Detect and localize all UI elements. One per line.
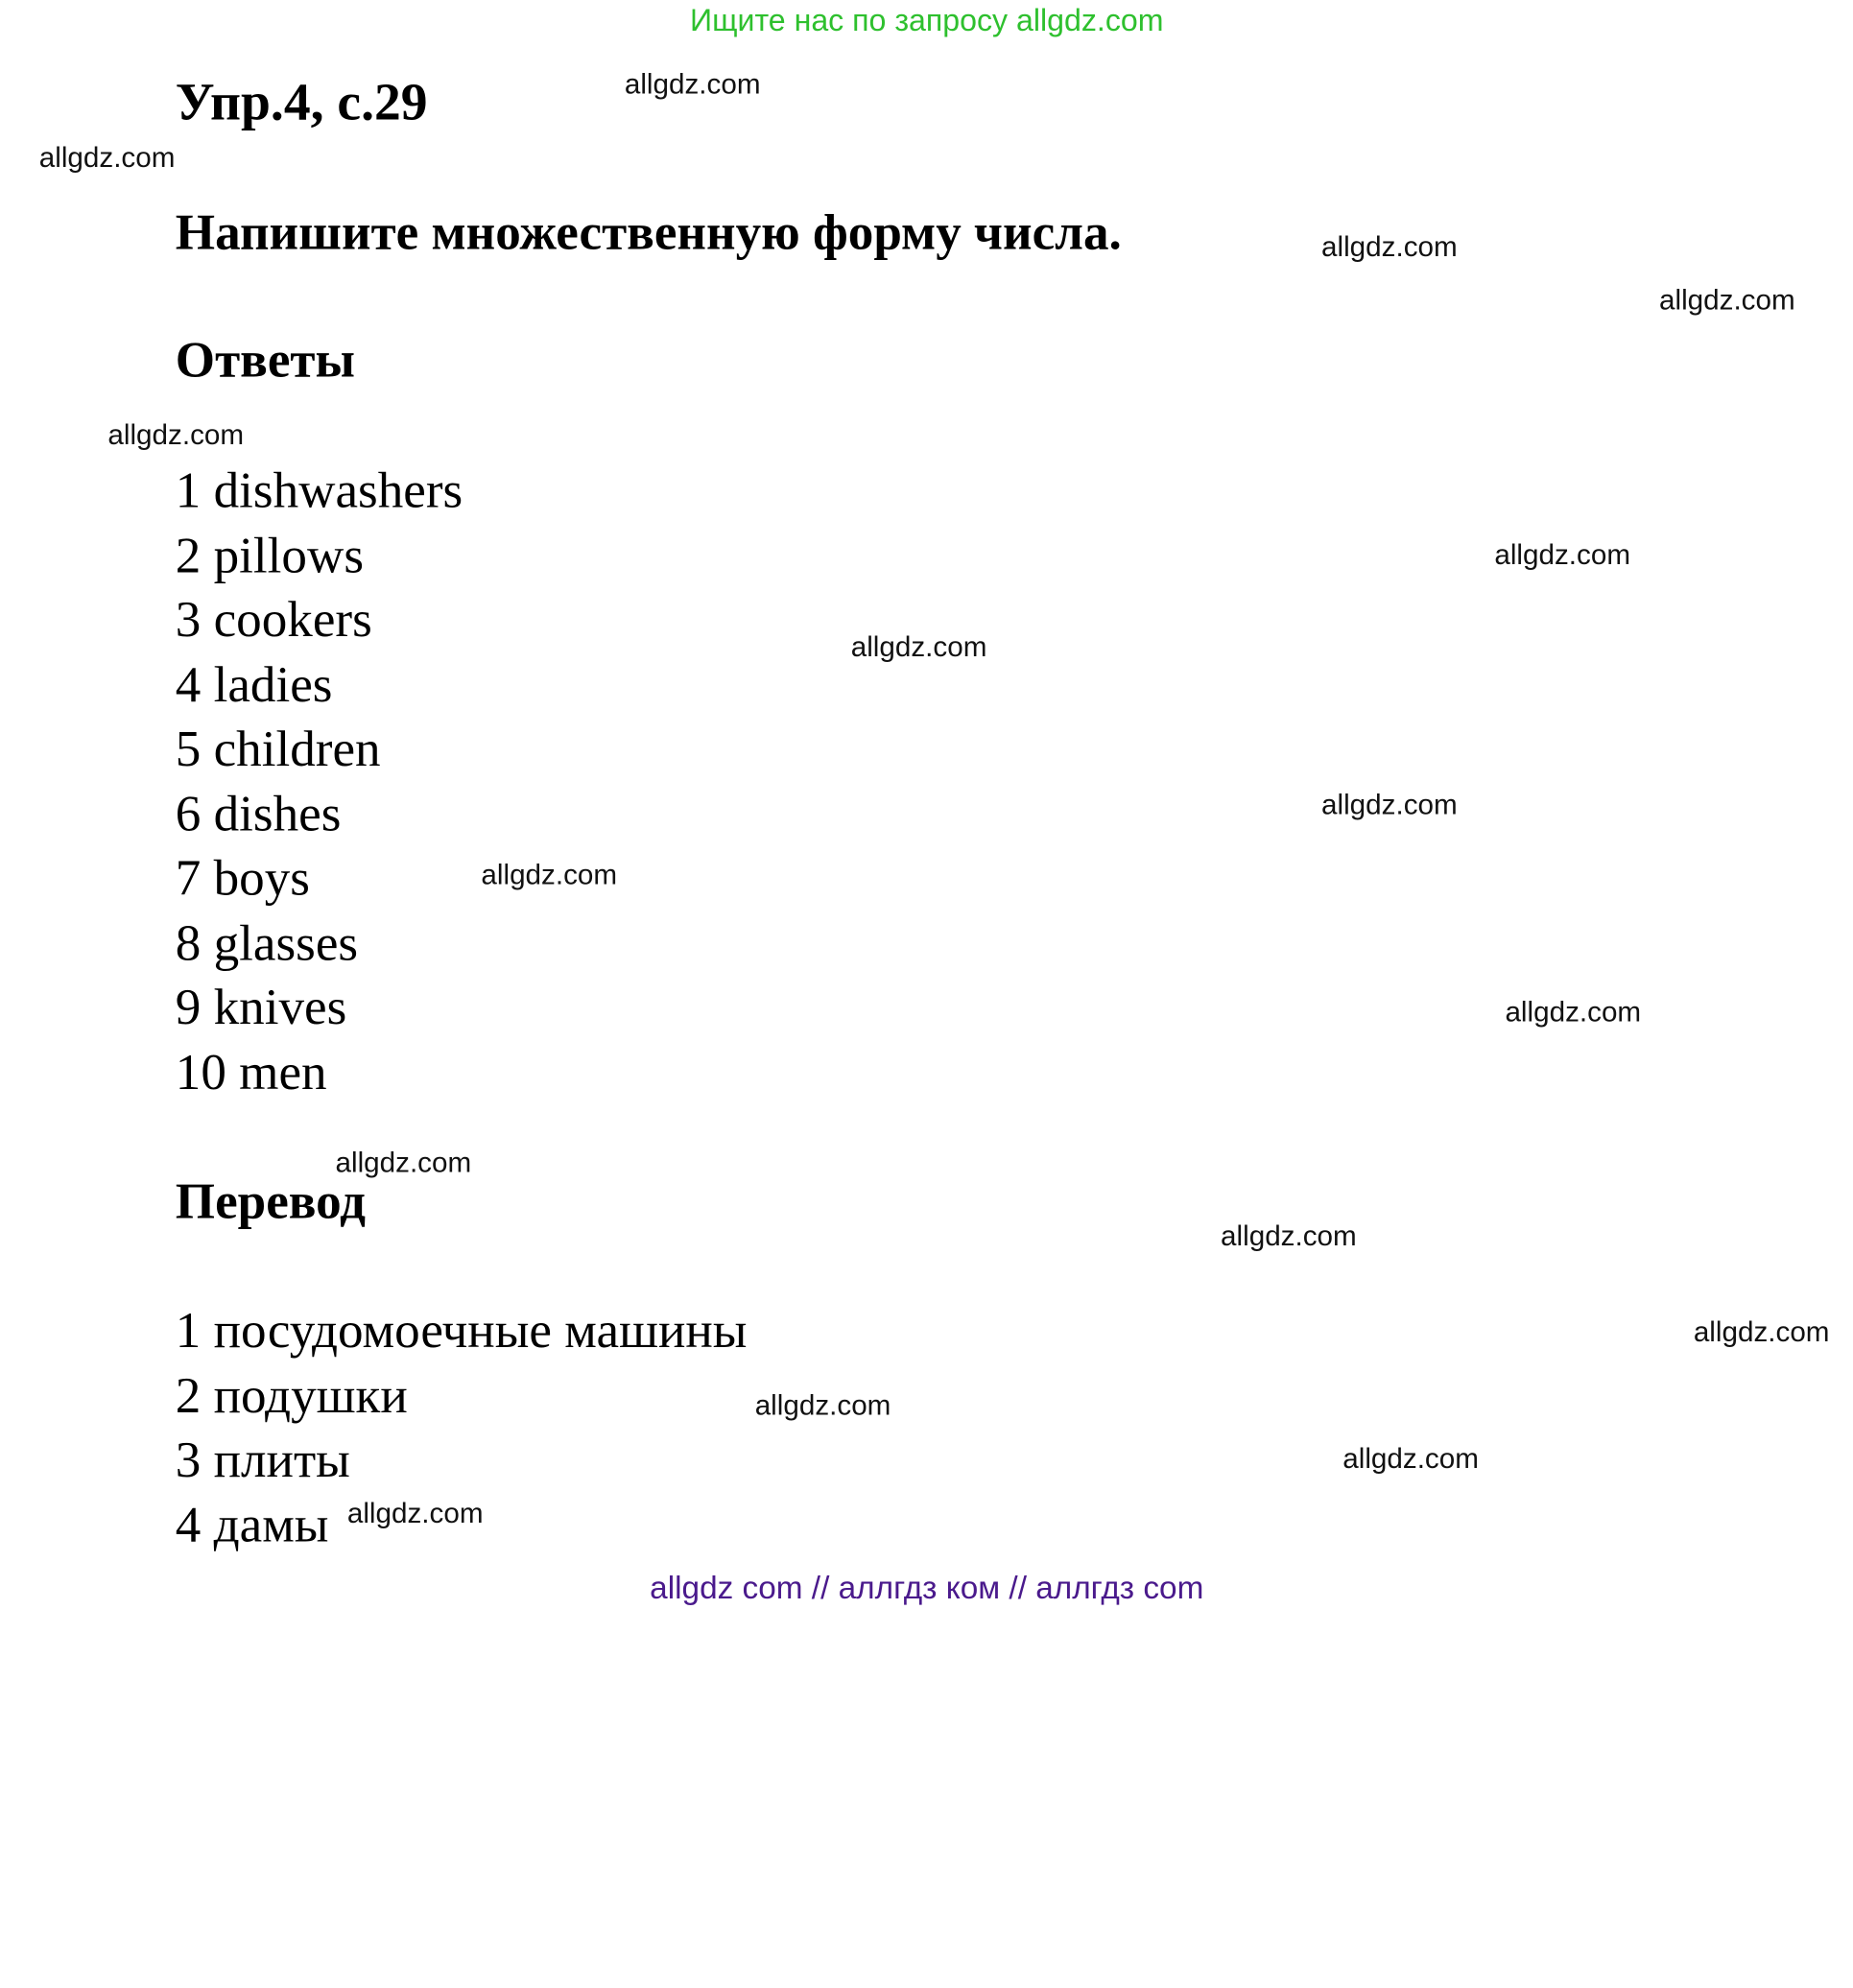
answers-heading: Ответы [175, 333, 355, 390]
answer-item: 10 men [175, 1044, 327, 1100]
task-text: Напишите множественную форму числа. [175, 204, 1122, 261]
watermark: allgdz.com [1321, 230, 1458, 264]
answer-item: 1 dishwashers [175, 462, 463, 519]
answers-list [176, 460, 463, 1105]
watermark: allgdz.com [1693, 1316, 1830, 1349]
answer-item: 8 glasses [175, 915, 359, 972]
answer-item: 6 dishes [175, 786, 342, 842]
answer-item: 7 boys [175, 850, 310, 907]
watermark: allgdz.com [335, 1147, 472, 1179]
watermark: allgdz.com [1505, 996, 1642, 1029]
answer-item: 3 cookers [175, 592, 372, 649]
watermark: allgdz.com [107, 419, 245, 452]
translation-heading: Перевод [175, 1173, 366, 1230]
watermark: allgdz.com [346, 1498, 484, 1530]
answer-item: 5 children [175, 722, 381, 778]
watermark: allgdz.com [1494, 538, 1631, 572]
watermark: allgdz.com [1342, 1443, 1479, 1476]
watermark: allgdz.com [1321, 789, 1458, 821]
watermark: allgdz.com [1659, 284, 1795, 317]
watermark: allgdz.com [754, 1389, 891, 1422]
answer-item: 2 pillows [175, 528, 365, 584]
answer-item: 9 knives [175, 980, 347, 1036]
translation-item: 4 дамы [175, 1497, 329, 1553]
exercise-title: Упр.4, с.29 [175, 72, 428, 132]
top-banner[interactable]: Ищите нас по запросу allgdz.com [690, 2, 1164, 38]
translation-item: 2 подушки [175, 1367, 408, 1424]
watermark: allgdz.com [850, 631, 987, 664]
watermark: allgdz.com [1221, 1220, 1357, 1253]
watermark: allgdz.com [481, 859, 618, 891]
answer-item: 4 ladies [175, 656, 333, 713]
translation-item: 3 плиты [175, 1432, 350, 1489]
watermark: allgdz.com [38, 142, 176, 175]
watermark: allgdz.com [624, 68, 761, 101]
footer-links[interactable]: allgdz com // аллгдз ком // аллгдз com [650, 1570, 1204, 1606]
translation-item: 1 посудомоечные машины [175, 1303, 748, 1360]
